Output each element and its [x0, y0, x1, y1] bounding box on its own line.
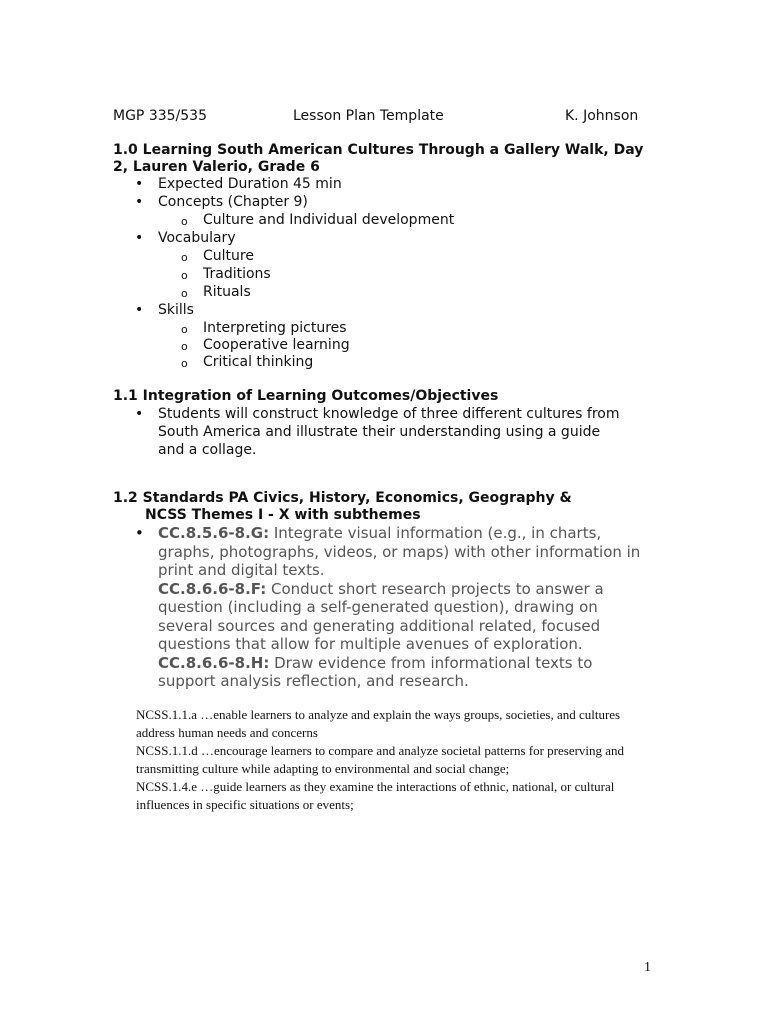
standard-cc-h: [158, 654, 653, 691]
list-item: [135, 302, 194, 319]
standard-text: Conduct short research projects to answer a question (including a self-generated question), drawing on several sources and generating additional related, focused questions that allow for multiple avenues of exploration.: [158, 579, 604, 653]
list-item: [135, 230, 236, 247]
sub-list-item: [181, 284, 251, 301]
section-1-0-title: 1.0 Learning South American Cultures Through a Gallery Walk, Day 2, Lauren Valerio, Grade 6: [113, 142, 644, 175]
sub-list-item-label: Culture: [203, 248, 254, 264]
sub-bullet-icon: o: [181, 251, 188, 264]
document-header: [113, 108, 653, 128]
course-code: MGP 335/535: [113, 108, 207, 124]
list-item-label: Vocabulary: [158, 230, 236, 246]
sub-list-item-label: Cooperative learning: [203, 337, 350, 353]
sub-list-item: [181, 212, 455, 229]
sub-list-item-label: Traditions: [203, 266, 271, 282]
list-item-label: Expected Duration 45 min: [158, 176, 342, 192]
bullet-icon: •: [135, 302, 144, 318]
sub-bullet-icon: o: [181, 287, 188, 300]
section-1-2-subtitle: NCSS Themes I - X with subthemes: [145, 507, 421, 523]
standard-code: CC.8.6.6-8.H:: [158, 653, 270, 672]
bullet-icon: •: [135, 194, 144, 210]
bullet-icon: •: [135, 230, 144, 246]
sub-list-item-label: Critical thinking: [203, 354, 314, 370]
bullet-icon: •: [135, 524, 144, 542]
standard-code: CC.8.5.6-8.G:: [158, 524, 270, 542]
standard-code: CC.8.6.6-8.F:: [158, 579, 267, 598]
ncss-item: NCSS.1.4.e …guide learners as they examine the interactions of ethnic, national, or cultural influences in specific situations or events;: [136, 779, 615, 812]
sub-list-item: [181, 337, 350, 354]
objective-text: Students will construct knowledge of three different cultures from South America and illustrate their understanding using a guide and a collage.: [158, 406, 620, 458]
ncss-item: NCSS.1.1.d …encourage learners to compare and analyze societal patterns for preserving and transmitting culture while adapting to environmental and social change;: [136, 743, 625, 776]
standard-cc-g: [158, 524, 653, 580]
ncss-item: NCSS.1.1.a …enable learners to analyze and explain the ways groups, societies, and cultures address human needs and concerns: [136, 707, 621, 740]
sub-bullet-icon: o: [181, 340, 188, 353]
standard-cc-f: [158, 580, 653, 654]
document-title: Lesson Plan Template: [293, 108, 444, 124]
bullet-icon: •: [135, 406, 144, 422]
list-item: [135, 194, 308, 211]
sub-bullet-icon: o: [181, 323, 188, 336]
author-name: K. Johnson: [565, 108, 639, 124]
sub-list-item-label: Culture and Individual development: [203, 212, 455, 228]
sub-list-item-label: Interpreting pictures: [203, 320, 347, 336]
list-item: [135, 176, 342, 193]
objective-item: [135, 405, 628, 459]
standards-list: [135, 524, 653, 691]
page-number: 1: [644, 960, 651, 975]
sub-list-item: [181, 354, 314, 371]
sub-list-item: [181, 248, 254, 265]
bullet-icon: •: [135, 176, 144, 192]
standard-text: Draw evidence from informational texts to support analysis reflection, and research.: [158, 653, 593, 690]
list-item-label: Skills: [158, 302, 194, 318]
sub-list-item-label: Rituals: [203, 284, 251, 300]
section-1-1-title: 1.1 Integration of Learning Outcomes/Objectives: [113, 388, 499, 404]
section-1-2-title: 1.2 Standards PA Civics, History, Economics, Geography &: [113, 490, 572, 506]
standard-text: Integrate visual information (e.g., in charts, graphs, photographs, videos, or maps) with other information in print and digital texts.: [158, 524, 641, 579]
list-item-label: Concepts (Chapter 9): [158, 194, 308, 210]
sub-bullet-icon: o: [181, 269, 188, 282]
sub-list-item: [181, 266, 271, 283]
sub-list-item: [181, 320, 347, 337]
sub-bullet-icon: o: [181, 357, 188, 370]
ncss-standards: [136, 706, 656, 814]
sub-bullet-icon: o: [181, 215, 188, 228]
